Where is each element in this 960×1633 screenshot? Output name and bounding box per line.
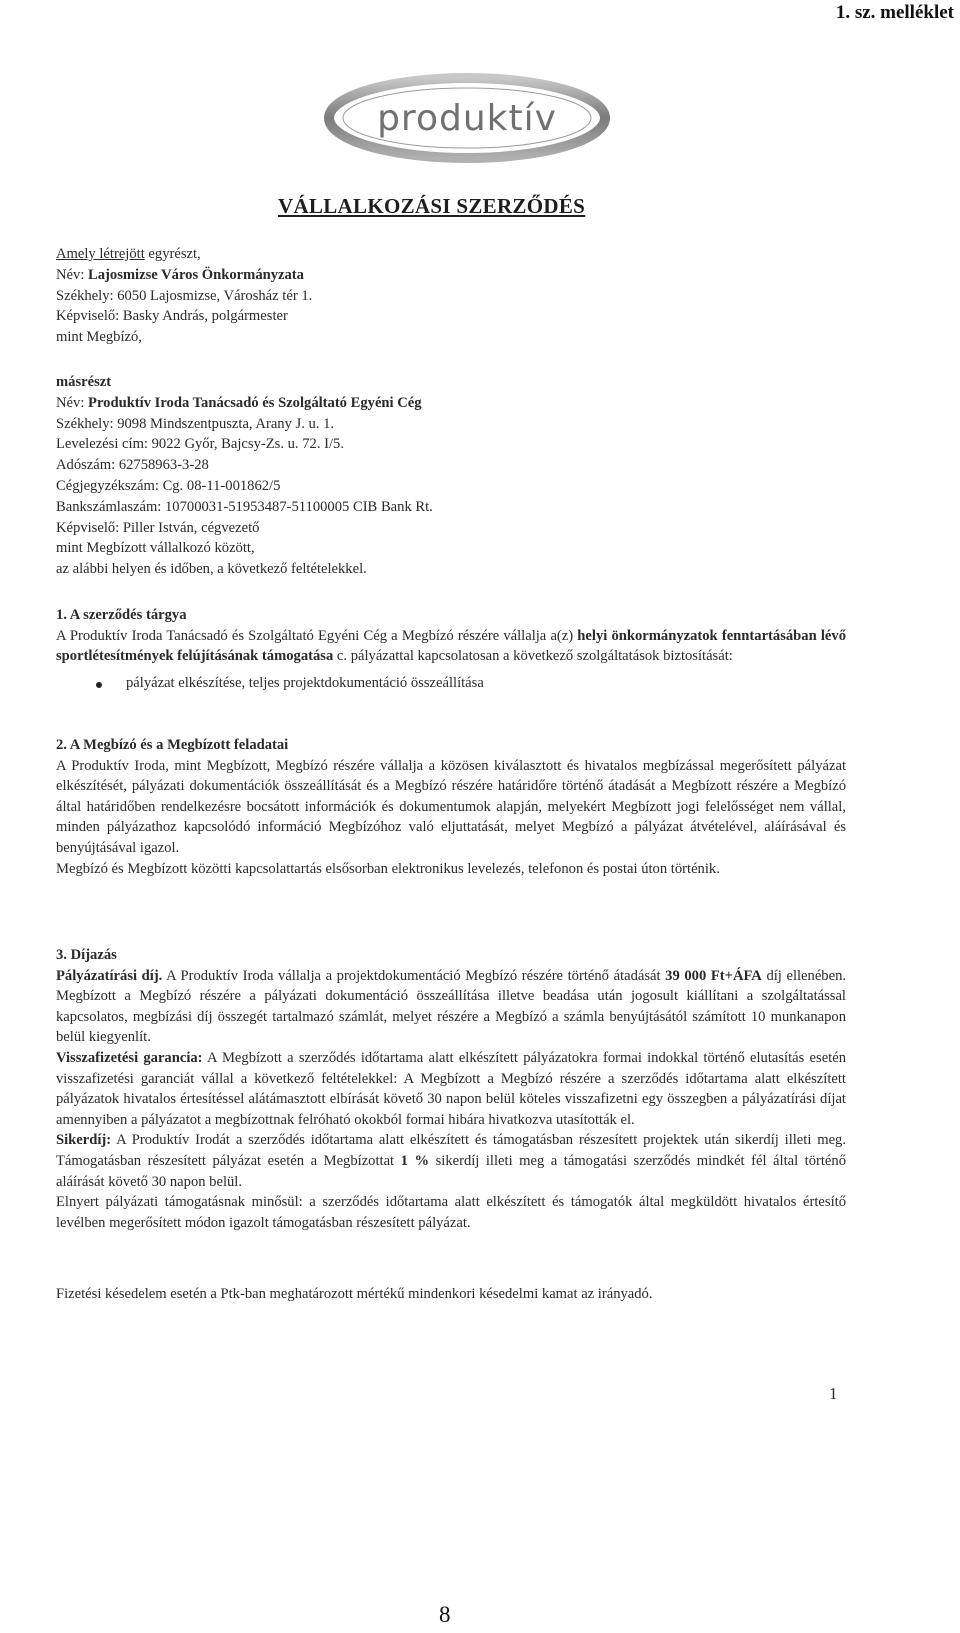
fee-paragraph: Pályázatírási díj. A Produktív Iroda vállalja a projektdokumentáció Megbízó részére történő átadását 39 000 Ft+ÁFA díj ellenében. Megbízott a Megbízó részére a pályázati dokumentáció összeállítása illetve beadása után jogosult kiállítani a szolgáltatással kapcsolatos, megbízási díj összegét tartalmazó számlát, melyet részére a Megbízó a számla benyújtásától számított 10 munkanapon belül kiegyenlít. bbox=[56, 967, 847, 1046]
intro-rest: egyrészt, bbox=[144, 246, 201, 262]
section-fees bbox=[56, 945, 846, 1233]
late-payment-paragraph: Fizetési késedelem esetén a Ptk-ban meghatározott mértékű mindenkori késedelmi kamat az irányadó. bbox=[56, 1286, 653, 1302]
section-heading: 3. Díjazás bbox=[56, 947, 117, 963]
section-paragraph: A Produktív Iroda, mint Megbízott, Megbízó részére vállalja a közösen kiválasztott és hivatalos megbízással megerősített pályázat elkészítését, pályázati dokumentációk összeállítását és a Megbízó részére határidőre történő átadását a Megbízott részére a Megbízó által határidőben rendelkezésre bocsátott információk és dokumentumok alapján, melyekért Megbízott jogi felelősséget nem vállal, minden pályázathoz kapcsolódó információ Megbízóhoz való eljuttatását, melyet Megbízó a pályázat átvételével, aláírásával és benyújtásával igazol. bbox=[56, 757, 846, 856]
document-page-number: 1 bbox=[829, 1384, 838, 1403]
intro-underlined: Amely létrejött bbox=[56, 246, 145, 262]
section-paragraph: Megbízó és Megbízott közötti kapcsolattartás elsősorban elektronikus levelezés, telefonon és postai úton történik. bbox=[56, 860, 720, 877]
refund-paragraph: Visszafizetési garancia: A Megbízott a szerződés időtartama alatt elkészített pályázatokra formai indokkal történő elutasítás esetén visszafizetési garanciát vállal a következő feltételekkel: A Megbízott a Megbízó részére a szerződés időtartama alatt elkészített pályázatok hivatalos értesítéssel alátámasztott elbírását követő 30 napon belül köteles visszafizetni egy összegben a pályázatírási díjat amennyiben a pályázatot a megbízottnak felróható okokból formai hibára hivatkozva utasították el. bbox=[56, 1049, 847, 1128]
name-label: Név: bbox=[56, 394, 89, 411]
project-title: helyi önkormányzatok fenntartásában lévő sportlétesítmények felújításának támogatása bbox=[56, 627, 846, 665]
section-heading: 2. A Megbízó és a Megbízott feladatai bbox=[56, 737, 289, 753]
won-grant-paragraph: Elnyert pályázati támogatásnak minősül: a szerződés időtartama alatt elkészített és támogatók által megküldött hivatalos értesítő levélben megerősített módon igazolt támogatásban részesített pályázat. bbox=[56, 1194, 846, 1231]
contractor-tax-number: Adószám: 62758963-3-28 bbox=[56, 457, 209, 474]
section-heading: 1. A szerződés tárgya bbox=[56, 607, 187, 623]
annex-label: 1. sz. melléklet bbox=[835, 2, 954, 23]
logo-text: produktív bbox=[377, 98, 557, 139]
success-fee-paragraph: Sikerdíj: A Produktív Irodát a szerződés időtartama alatt elkészített és támogatásban részesített projektek után sikerdíj illeti meg. Támogatásban részesített pályázat esetén a Megbízottat 1 % sikerdíj illeti meg a támogatási szerződés mindkét fél által történő aláírását követő 30 napon belül. bbox=[56, 1132, 847, 1190]
section-text: A Produktív Iroda Tanácsadó és Szolgáltató Egyéni Cég a Megbízó részére vállalja a(z) helyi önkormányzatok fenntartásában lévő sportlétesítmények felújításának támogatása c. pályázattal kapcsolatosan a következő szolgáltatások biztosítását: bbox=[56, 627, 846, 665]
document-title: VÁLLALKOZÁSI SZERZŐDÉS bbox=[278, 194, 586, 218]
party-contractor bbox=[56, 372, 433, 580]
produktiv-logo bbox=[322, 72, 612, 164]
section-subject bbox=[56, 605, 846, 693]
client-name: Lajosmizse Város Önkormányzata bbox=[88, 266, 304, 283]
client-seat: Székhely: 6050 Lajosmizse, Városház tér 1. bbox=[56, 287, 313, 304]
contractor-mail-address: Levelezési cím: 9022 Győr, Bajcsy-Zs. u. 72. I/5. bbox=[56, 436, 344, 453]
name-label: Név: bbox=[56, 266, 89, 283]
list-item: pályázat elkészítése, teljes projektdokumentáció összeállítása bbox=[56, 673, 846, 694]
contractor-name: Produktív Iroda Tanácsadó és Szolgáltató Egyéni Cég bbox=[88, 394, 422, 411]
contractor-role: mint Megbízott vállalkozó között, bbox=[56, 540, 255, 557]
success-percent: 1 % bbox=[400, 1152, 430, 1169]
client-role: mint Megbízó, bbox=[56, 329, 142, 346]
client-representative: Képviselő: Basky András, polgármester bbox=[56, 308, 288, 325]
party-client bbox=[56, 244, 312, 348]
fee-amount: 39 000 Ft+ÁFA bbox=[665, 967, 762, 984]
pdf-page-number: 8 bbox=[439, 1602, 451, 1627]
contractor-intro: másrészt bbox=[56, 374, 112, 390]
bullet-icon bbox=[96, 682, 102, 688]
contract-closing: az alábbi helyen és időben, a következő feltételekkel. bbox=[56, 561, 367, 578]
contractor-representative: Képviselő: Piller István, cégvezető bbox=[56, 519, 260, 536]
contractor-registration: Cégjegyzékszám: Cg. 08-11-001862/5 bbox=[56, 477, 281, 494]
section-duties bbox=[56, 735, 846, 879]
contractor-bank-account: Bankszámlaszám: 10700031-51953487-51100005 CIB Bank Rt. bbox=[56, 498, 433, 515]
contractor-seat: Székhely: 9098 Mindszentpuszta, Arany J. u. 1. bbox=[56, 415, 335, 432]
